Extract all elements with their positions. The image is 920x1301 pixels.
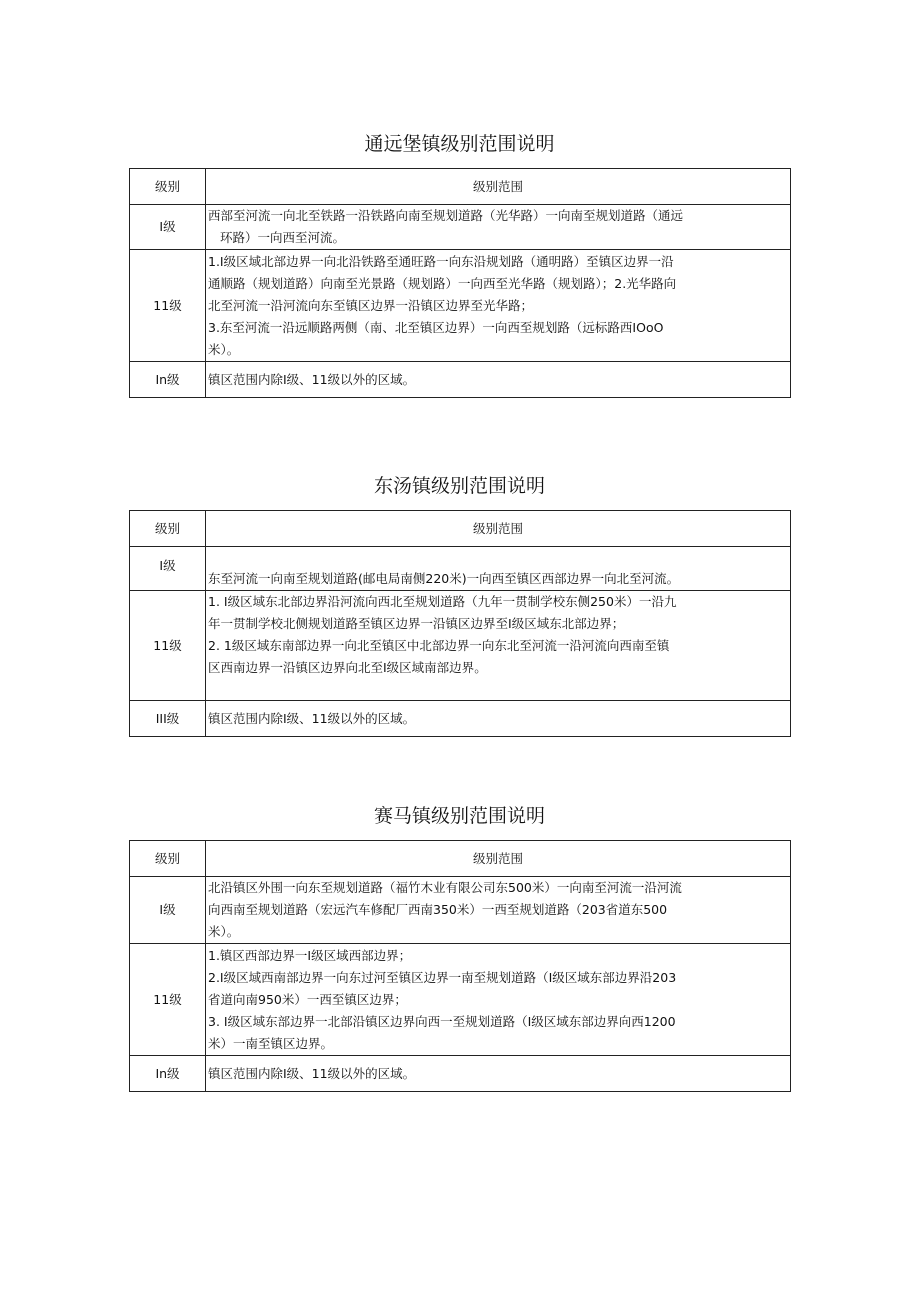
section-title: 东汤镇级别范围说明 [373, 475, 545, 497]
table-header-row [130, 169, 791, 205]
grade-level: 11级 [130, 591, 206, 701]
scope-line: 2.I级区域西南部边界一向东过河至镇区边界一南至规划道路（I级区域东部边界沿203 [208, 969, 677, 985]
grade-scope [206, 877, 791, 944]
scope-line: 镇区范围内除I级、11级以外的区域。 [208, 710, 416, 726]
grade-table [129, 168, 791, 398]
grade-scope [206, 701, 791, 737]
grade-scope [206, 547, 791, 591]
grade-level: In级 [130, 1056, 206, 1092]
section-title: 赛马镇级别范围说明 [373, 805, 545, 827]
grade-level: I级 [130, 877, 206, 944]
header-scope: 级别范围 [206, 841, 791, 877]
table-row [130, 701, 791, 737]
scope-line: 米）一南至镇区边界。 [208, 1035, 334, 1051]
grade-scope [206, 944, 791, 1056]
scope-line: 北至河流一沿河流向东至镇区边界一沿镇区边界至光华路； [208, 297, 534, 313]
grade-scope [206, 1056, 791, 1092]
scope-line: 省道向南950米）一西至镇区边界； [208, 991, 407, 1007]
header-level: 级别 [130, 511, 206, 547]
scope-line: 镇区范围内除I级、11级以外的区域。 [208, 1065, 416, 1081]
scope-line: 1.I级区域北部边界一向北沿铁路至通旺路一向东沿规划路（通明路）至镇区边界一沿 [208, 253, 674, 269]
header-level: 级别 [130, 841, 206, 877]
section-title: 通远堡镇级别范围说明 [364, 133, 555, 155]
table-row [130, 591, 791, 701]
scope-line: 通顺路（规划道路）向南至光景路（规划路）一向西至光华路（规划路）；2.光华路向 [208, 275, 677, 291]
grade-level: I级 [130, 205, 206, 250]
table-row [130, 1056, 791, 1092]
header-scope: 级别范围 [206, 169, 791, 205]
grade-table [129, 510, 791, 737]
scope-line: 环路）一向西至河流。 [220, 230, 346, 245]
scope-line: 东至河流一向南至规划道路(邮电局南侧220米)一向西至镇区西部边界一向北至河流。 [208, 571, 680, 586]
table-row [130, 547, 791, 591]
scope-line: 向西南至规划道路（宏远汽车修配厂西南350米）一西至规划道路（203省道东500 [208, 902, 668, 917]
scope-line: 1.镇区西部边界一I级区域西部边界； [208, 947, 412, 963]
scope-line: 1. I级区域东北部边界沿河流向西北至规划道路（九年一贯制学校东侧250米）一沿九 [208, 594, 677, 609]
grade-table [129, 840, 791, 1092]
scope-line: 西部至河流一向北至铁路一沿铁路向南至规划道路（光华路）一向南至规划道路（通远 [208, 208, 684, 223]
header-level: 级别 [130, 169, 206, 205]
grade-level: III级 [130, 701, 206, 737]
grade-level: In级 [130, 362, 206, 398]
scope-line: 北沿镇区外围一向东至规划道路（福竹木业有限公司东500米）一向南至河流一沿河流 [208, 880, 682, 895]
scope-line: 2. 1级区域东南部边界一向北至镇区中北部边界一向东北至河流一沿河流向西南至镇 [208, 638, 670, 653]
grade-scope [206, 250, 791, 362]
scope-line: 米）。 [208, 341, 240, 357]
table-header-row [130, 511, 791, 547]
scope-line: 年一贯制学校北侧规划道路至镇区边界一沿镇区边界至I级区域东北部边界； [208, 616, 625, 631]
scope-line: 3. I级区域东部边界一北部沿镇区边界向西一至规划道路（I级区域东部边界向西1200 [208, 1013, 676, 1029]
table-row [130, 362, 791, 398]
scope-line: 米）。 [208, 924, 240, 939]
header-scope: 级别范围 [206, 511, 791, 547]
scope-line: 镇区范围内除I级、11级以外的区域。 [208, 371, 416, 387]
grade-level: I级 [130, 547, 206, 591]
table-header-row [130, 841, 791, 877]
table-row [130, 250, 791, 362]
grade-scope [206, 205, 791, 250]
grade-scope [206, 362, 791, 398]
grade-level: 11级 [130, 250, 206, 362]
table-row [130, 944, 791, 1056]
table-row [130, 205, 791, 250]
scope-line: 区西南边界一沿镇区边界向北至I级区域南部边界。 [208, 660, 487, 675]
grade-level: 11级 [130, 944, 206, 1056]
grade-scope [206, 591, 791, 701]
table-row [130, 877, 791, 944]
scope-line: 3.东至河流一沿远顺路两侧（南、北至镇区边界）一向西至规划路（远标路西IOoO [208, 319, 664, 335]
